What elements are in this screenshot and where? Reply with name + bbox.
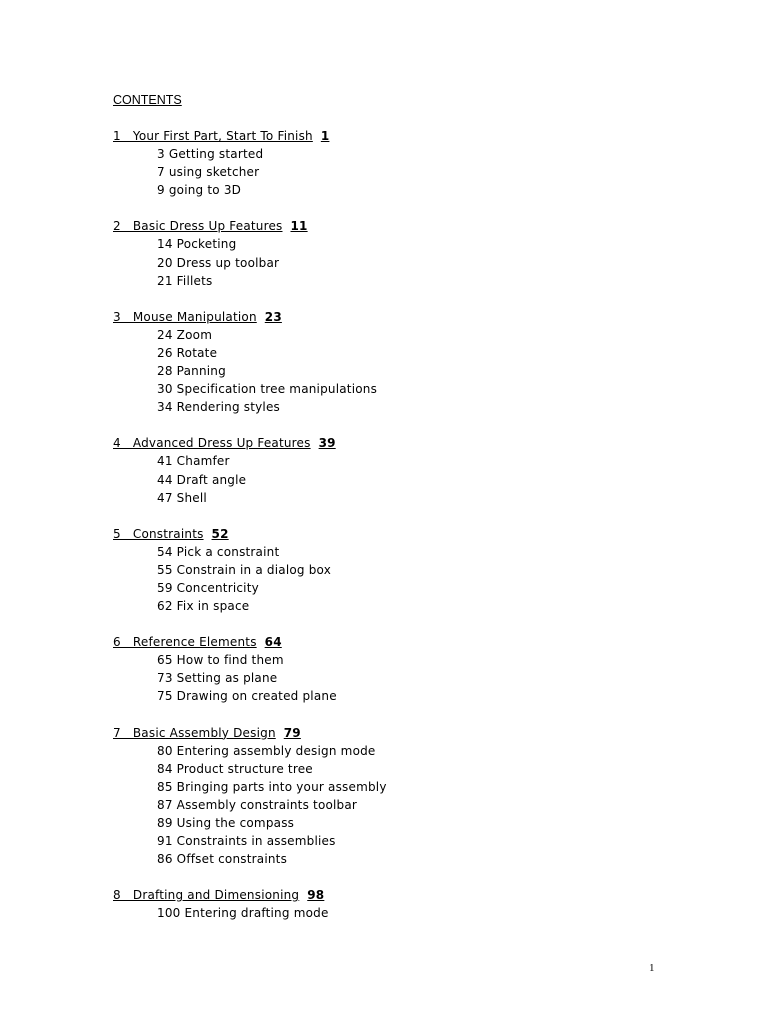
toc-entry: 28 Panning [157,364,226,379]
chapter-title [113,633,673,651]
toc-entry: 44 Draft angle [157,472,247,487]
contents-heading: CONTENTS [113,93,182,107]
toc-entry: 73 Setting as plane [157,671,278,686]
toc-entry: 7 using sketcher [157,165,260,180]
toc-entry: 84 Product structure tree [157,761,313,776]
chapter-title-text: 4 Advanced Dress Up Features [113,436,311,451]
toc-entry: 59 Concentricity [157,580,259,595]
toc-entry: 26 Rotate [157,345,218,360]
chapter-7 [113,724,673,869]
toc-entry: 89 Using the compass [157,816,295,830]
toc-entry: 80 Entering assembly design mode [157,743,376,758]
chapter-title [113,217,673,235]
chapter-title [113,525,673,543]
toc-entry: 65 How to find them [157,653,284,668]
toc-entry: 41 Chamfer [157,454,230,469]
chapter-title-text: 6 Reference Elements [113,635,257,650]
chapter-title [113,127,673,145]
toc-entry: 62 Fix in space [157,599,250,614]
chapter-page-number: 98 [307,888,325,903]
toc-entry: 24 Zoom [157,327,213,342]
toc-entry: 30 Specification tree manipulations [157,382,378,397]
toc-entry: 34 Rendering styles [157,400,281,415]
chapter-8 [113,886,673,922]
footer-page-number: 1 [649,962,655,974]
chapter-1 [113,127,673,199]
toc-entry: 3 Getting started [157,147,264,162]
chapter-6 [113,633,673,705]
chapter-title-text: 2 Basic Dress Up Features [113,219,283,234]
chapter-page-number: 79 [283,725,301,740]
chapter-title-text: 3 Mouse Manipulation [113,309,257,324]
chapter-page-number: 11 [290,219,308,234]
toc-entry: 100 Entering drafting mode [157,906,329,921]
chapter-2 [113,217,673,289]
chapter-title [113,434,673,452]
toc-entry: 9 going to 3D [157,183,242,198]
toc-entry: 14 Pocketing [157,237,237,252]
toc-entry: 21 Fillets [157,273,213,288]
toc-entry: 75 Drawing on created plane [157,689,337,704]
chapter-title-text: 1 Your First Part, Start To Finish [113,129,313,143]
chapter-4 [113,434,673,506]
toc-entry: 20 Dress up toolbar [157,255,280,270]
table-of-contents [113,127,673,940]
chapter-title-text: 7 Basic Assembly Design [113,725,276,740]
chapter-title-text: 8 Drafting and Dimensioning [113,888,300,903]
chapter-title [113,724,673,742]
chapter-title [113,886,673,904]
toc-entry: 55 Constrain in a dialog box [157,562,332,577]
chapter-page-number: 64 [264,635,282,650]
chapter-page-number: 1 [320,129,330,143]
toc-entry: 86 Offset constraints [157,852,288,867]
chapter-title [113,308,673,326]
chapter-page-number: 52 [211,526,229,541]
chapter-title-text: 5 Constraints [113,526,204,541]
toc-entry: 91 Constraints in assemblies [157,834,336,849]
toc-entry: 47 Shell [157,490,207,505]
chapter-3 [113,308,673,417]
chapter-page-number: 23 [264,309,282,324]
toc-entry: 54 Pick a constraint [157,544,280,559]
chapter-5 [113,525,673,615]
toc-entry: 87 Assembly constraints toolbar [157,797,358,812]
toc-entry: 85 Bringing parts into your assembly [157,779,387,794]
chapter-page-number: 39 [318,436,336,451]
